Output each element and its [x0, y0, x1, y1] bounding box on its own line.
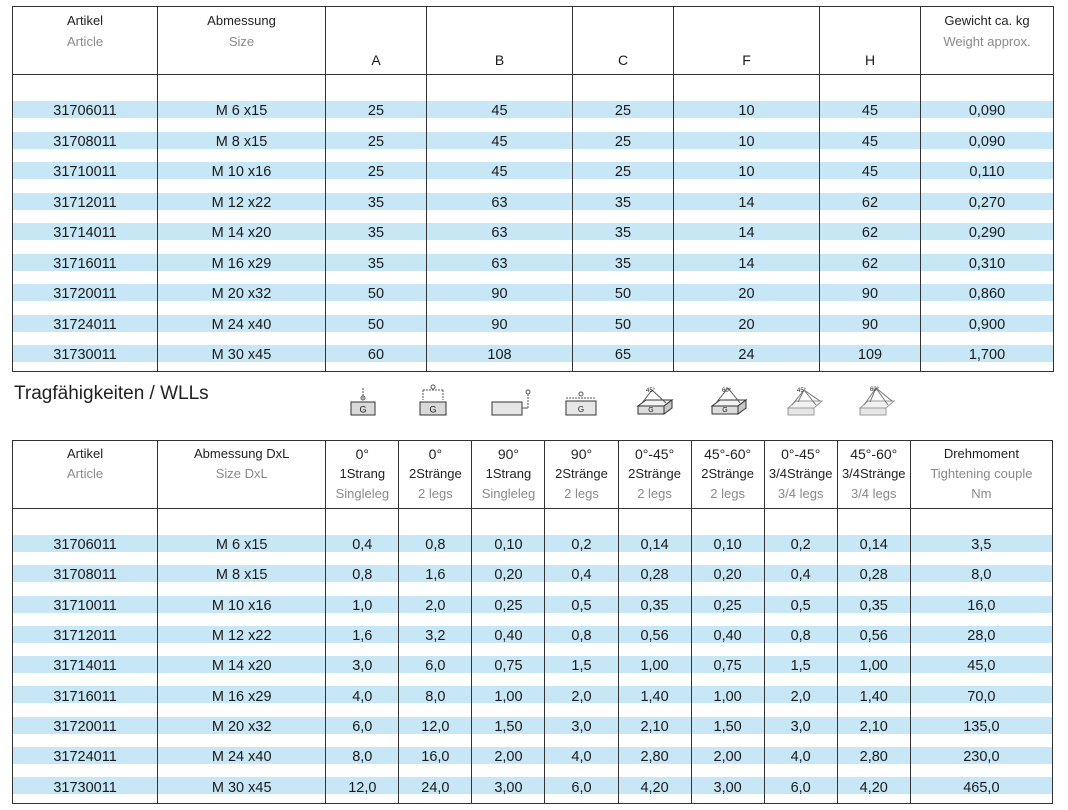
table-cell: 0,8: [399, 530, 472, 560]
four-legs-60-icon: [856, 384, 898, 420]
table-row: [13, 249, 1054, 280]
table-cell: 0,270: [921, 188, 1054, 219]
table-cell: 35: [326, 218, 427, 249]
table-cell: 31730011: [13, 772, 158, 803]
table-cell: 0,2: [545, 530, 618, 560]
wll-header-45-60-four: 45°-60° 3/4Stränge 3/4 legs: [837, 441, 910, 509]
svg-text:60°: 60°: [870, 387, 880, 393]
table-cell: 1,00: [691, 681, 764, 711]
table-cell: M 10 x16: [158, 591, 326, 621]
table-cell: 31720011: [13, 712, 158, 742]
table-cell: 1,6: [399, 560, 472, 590]
header-h: H: [820, 7, 921, 75]
table-cell: 1,50: [691, 712, 764, 742]
wll-header-0-45-two: 0°-45° 2Stränge 2 legs: [618, 441, 691, 509]
single-leg-vertical-icon: [348, 384, 378, 420]
table-cell: 25: [326, 96, 427, 127]
table-cell: 2,80: [837, 742, 910, 772]
table-cell: 45: [427, 157, 573, 188]
table-cell: 14: [674, 188, 820, 219]
table-cell: M 12 x22: [158, 188, 326, 219]
table-cell: 0,35: [837, 591, 910, 621]
table-cell: 25: [573, 157, 674, 188]
table-cell: 63: [427, 249, 573, 280]
table-cell: 90: [820, 310, 921, 341]
table-row: [13, 621, 1053, 651]
table-cell: 0,28: [837, 560, 910, 590]
table-row: [13, 310, 1054, 341]
svg-text:G: G: [648, 407, 654, 414]
table-cell: 1,5: [764, 651, 837, 681]
table-cell: 3,0: [764, 712, 837, 742]
table-cell: 31714011: [13, 218, 158, 249]
table-cell: 62: [820, 218, 921, 249]
table-cell: 45: [820, 127, 921, 158]
table-cell: 45,0: [910, 651, 1052, 681]
table-cell: 35: [573, 249, 674, 280]
table-cell: 0,4: [326, 530, 399, 560]
table-cell: M 14 x20: [158, 651, 326, 681]
table-cell: 1,00: [472, 681, 545, 711]
table-cell: 135,0: [910, 712, 1052, 742]
table-cell: M 10 x16: [158, 157, 326, 188]
table-cell: 6,0: [399, 651, 472, 681]
table-cell: 31724011: [13, 310, 158, 341]
table-cell: 0,090: [921, 96, 1054, 127]
table-cell: 31720011: [13, 279, 158, 310]
wll-header-0-two: 0° 2Stränge 2 legs: [399, 441, 472, 509]
table-cell: 31706011: [13, 96, 158, 127]
table-cell: 60: [326, 340, 427, 371]
wll-header-size: Abmessung DxL Size DxL: [158, 441, 326, 509]
table-cell: 35: [573, 218, 674, 249]
table-cell: 2,80: [618, 742, 691, 772]
svg-text:G: G: [359, 404, 367, 415]
table-cell: 0,310: [921, 249, 1054, 280]
table-cell: 0,35: [618, 591, 691, 621]
table-cell: 8,0: [399, 681, 472, 711]
table-cell: 0,8: [545, 621, 618, 651]
table-cell: 14: [674, 249, 820, 280]
table-cell: 45: [820, 96, 921, 127]
two-legs-vertical-icon: [416, 384, 450, 420]
wll-header-article: Artikel Article: [13, 441, 158, 509]
table-cell: 6,0: [545, 772, 618, 803]
table-cell: 2,10: [837, 712, 910, 742]
table-cell: 0,28: [618, 560, 691, 590]
table-cell: 63: [427, 218, 573, 249]
table-cell: 0,20: [472, 560, 545, 590]
header-article: Artikel Article: [13, 7, 158, 75]
header-b: B: [427, 7, 573, 75]
table-row: [13, 96, 1054, 127]
dimensions-body: [13, 96, 1054, 371]
single-leg-side-icon: [490, 384, 532, 420]
wll-header-90-two: 90° 2Stränge 2 legs: [545, 441, 618, 509]
table-cell: 0,8: [326, 560, 399, 590]
table-cell: 31730011: [13, 340, 158, 371]
table-cell: 12,0: [399, 712, 472, 742]
table-cell: M 6 x15: [158, 96, 326, 127]
table-cell: 90: [427, 310, 573, 341]
table-row: [13, 530, 1053, 560]
table-cell: 108: [427, 340, 573, 371]
table-cell: 0,5: [545, 591, 618, 621]
table-row: [13, 157, 1054, 188]
header-f: F: [674, 7, 820, 75]
wll-body: [13, 530, 1053, 803]
table-cell: 2,0: [545, 681, 618, 711]
table-cell: 0,5: [764, 591, 837, 621]
table-cell: 0,40: [472, 621, 545, 651]
table-cell: 25: [326, 157, 427, 188]
svg-text:G: G: [429, 404, 437, 415]
table-cell: 0,090: [921, 127, 1054, 158]
table-cell: M 12 x22: [158, 621, 326, 651]
table-cell: 50: [573, 279, 674, 310]
table-cell: 62: [820, 249, 921, 280]
table-row: [13, 772, 1053, 803]
table-cell: 4,0: [545, 742, 618, 772]
table-cell: 70,0: [910, 681, 1052, 711]
table-cell: 0,40: [691, 621, 764, 651]
table-cell: 0,2: [764, 530, 837, 560]
table-cell: M 30 x45: [158, 340, 326, 371]
table-cell: 0,20: [691, 560, 764, 590]
table-cell: 3,2: [399, 621, 472, 651]
table-cell: 10: [674, 157, 820, 188]
table-cell: 50: [326, 279, 427, 310]
table-cell: 1,50: [472, 712, 545, 742]
table-cell: 31714011: [13, 651, 158, 681]
table-cell: 0,290: [921, 218, 1054, 249]
table-cell: 1,40: [837, 681, 910, 711]
table-cell: 25: [573, 96, 674, 127]
two-legs-45-icon: [634, 384, 676, 420]
header-spacer: [13, 75, 1054, 97]
table-cell: 31724011: [13, 742, 158, 772]
table-cell: 20: [674, 310, 820, 341]
table-cell: 65: [573, 340, 674, 371]
table-cell: 50: [573, 310, 674, 341]
table-cell: 35: [326, 188, 427, 219]
two-legs-60-icon: [708, 384, 750, 420]
header-weight: Gewicht ca. kg Weight approx.: [921, 7, 1054, 75]
table-cell: 0,10: [691, 530, 764, 560]
table-cell: 8,0: [326, 742, 399, 772]
table-cell: 16,0: [910, 591, 1052, 621]
header-size: Abmessung Size: [158, 7, 326, 75]
table-cell: M 8 x15: [158, 127, 326, 158]
table-cell: 0,25: [472, 591, 545, 621]
table-cell: 31710011: [13, 591, 158, 621]
table-cell: 24,0: [399, 772, 472, 803]
table-cell: M 8 x15: [158, 560, 326, 590]
table-row: [13, 651, 1053, 681]
svg-text:G: G: [577, 405, 585, 414]
table-cell: 31710011: [13, 157, 158, 188]
table-cell: 10: [674, 127, 820, 158]
table-cell: 1,700: [921, 340, 1054, 371]
table-cell: 2,0: [399, 591, 472, 621]
table-cell: 1,6: [326, 621, 399, 651]
table-cell: 0,56: [837, 621, 910, 651]
table-cell: 0,900: [921, 310, 1054, 341]
table-cell: 2,10: [618, 712, 691, 742]
svg-text:45°: 45°: [646, 388, 656, 394]
table-cell: M 30 x45: [158, 772, 326, 803]
table-cell: 0,10: [472, 530, 545, 560]
table-cell: M 24 x40: [158, 310, 326, 341]
table-cell: 12,0: [326, 772, 399, 803]
table-row: [13, 279, 1054, 310]
table-cell: 31706011: [13, 530, 158, 560]
table-cell: 4,0: [764, 742, 837, 772]
table-row: [13, 560, 1053, 590]
table-cell: 10: [674, 96, 820, 127]
table-cell: 3,00: [691, 772, 764, 803]
dimensions-table: [12, 6, 1054, 372]
table-cell: 0,75: [472, 651, 545, 681]
header-c: C: [573, 7, 674, 75]
table-cell: 90: [820, 279, 921, 310]
table-cell: M 20 x32: [158, 712, 326, 742]
table-cell: 62: [820, 188, 921, 219]
table-row: [13, 681, 1053, 711]
table-cell: 3,0: [326, 651, 399, 681]
table-cell: 109: [820, 340, 921, 371]
table-cell: 25: [573, 127, 674, 158]
table-cell: M 6 x15: [158, 530, 326, 560]
wll-table: [12, 440, 1053, 804]
svg-text:G: G: [722, 407, 728, 414]
table-cell: 0,56: [618, 621, 691, 651]
wll-header-45-60-two: 45°-60° 2Stränge 2 legs: [691, 441, 764, 509]
table-cell: 3,00: [472, 772, 545, 803]
table-row: [13, 218, 1054, 249]
svg-text:60°: 60°: [722, 388, 732, 394]
header-a: A: [326, 7, 427, 75]
table-cell: 4,20: [618, 772, 691, 803]
table-cell: 465,0: [910, 772, 1052, 803]
table-cell: M 14 x20: [158, 218, 326, 249]
table-cell: M 16 x29: [158, 249, 326, 280]
table-row: [13, 591, 1053, 621]
wll-header-spacer: [13, 509, 1053, 531]
table-cell: 8,0: [910, 560, 1052, 590]
table-cell: 6,0: [764, 772, 837, 803]
table-cell: 31708011: [13, 560, 158, 590]
table-cell: 0,14: [837, 530, 910, 560]
table-cell: 230,0: [910, 742, 1052, 772]
table-cell: 35: [326, 249, 427, 280]
table-cell: 0,860: [921, 279, 1054, 310]
table-cell: 1,5: [545, 651, 618, 681]
wll-header-0-single: 0° 1Strang Singleleg: [326, 441, 399, 509]
table-cell: 6,0: [326, 712, 399, 742]
wll-header-torque: Drehmoment Tightening couple Nm: [910, 441, 1052, 509]
table-cell: 1,40: [618, 681, 691, 711]
section-title: Tragfähigkeiten / WLLs: [14, 383, 209, 404]
table-cell: 0,75: [691, 651, 764, 681]
table-cell: 16,0: [399, 742, 472, 772]
table-cell: 0,25: [691, 591, 764, 621]
table-cell: 1,00: [618, 651, 691, 681]
table-row: [13, 712, 1053, 742]
table-cell: 90: [427, 279, 573, 310]
table-cell: 3,5: [910, 530, 1052, 560]
table-cell: 31712011: [13, 621, 158, 651]
table-row: [13, 742, 1053, 772]
table-cell: 3,0: [545, 712, 618, 742]
table-cell: 45: [427, 96, 573, 127]
table-cell: 0,14: [618, 530, 691, 560]
table-cell: 2,00: [691, 742, 764, 772]
wll-header-0-45-four: 0°-45° 3/4Stränge 3/4 legs: [764, 441, 837, 509]
four-legs-45-icon: [784, 384, 826, 420]
table-cell: 25: [326, 127, 427, 158]
two-legs-side-icon: [560, 384, 602, 420]
table-cell: 4,20: [837, 772, 910, 803]
table-cell: 31716011: [13, 249, 158, 280]
table-row: [13, 188, 1054, 219]
svg-text:45°: 45°: [797, 388, 807, 394]
table-cell: 45: [820, 157, 921, 188]
table-cell: 1,0: [326, 591, 399, 621]
table-cell: 20: [674, 279, 820, 310]
table-cell: 1,00: [837, 651, 910, 681]
table-cell: M 20 x32: [158, 279, 326, 310]
table-cell: 0,4: [764, 560, 837, 590]
wll-header-row: [13, 441, 1053, 509]
table-cell: 50: [326, 310, 427, 341]
table-cell: M 24 x40: [158, 742, 326, 772]
table-cell: 0,4: [545, 560, 618, 590]
table-row: [13, 127, 1054, 158]
table-cell: 31716011: [13, 681, 158, 711]
table-cell: M 16 x29: [158, 681, 326, 711]
table-row: [13, 340, 1054, 371]
table-cell: 0,8: [764, 621, 837, 651]
table-cell: 14: [674, 218, 820, 249]
table-cell: 4,0: [326, 681, 399, 711]
table-cell: 28,0: [910, 621, 1052, 651]
table-cell: 2,00: [472, 742, 545, 772]
table-cell: 45: [427, 127, 573, 158]
dimensions-header-row: [13, 7, 1054, 75]
table-cell: 2,0: [764, 681, 837, 711]
wll-header-90-single: 90° 1Strang Singleleg: [472, 441, 545, 509]
table-cell: 24: [674, 340, 820, 371]
table-cell: 31708011: [13, 127, 158, 158]
table-cell: 35: [573, 188, 674, 219]
table-cell: 63: [427, 188, 573, 219]
table-cell: 31712011: [13, 188, 158, 219]
table-cell: 0,110: [921, 157, 1054, 188]
